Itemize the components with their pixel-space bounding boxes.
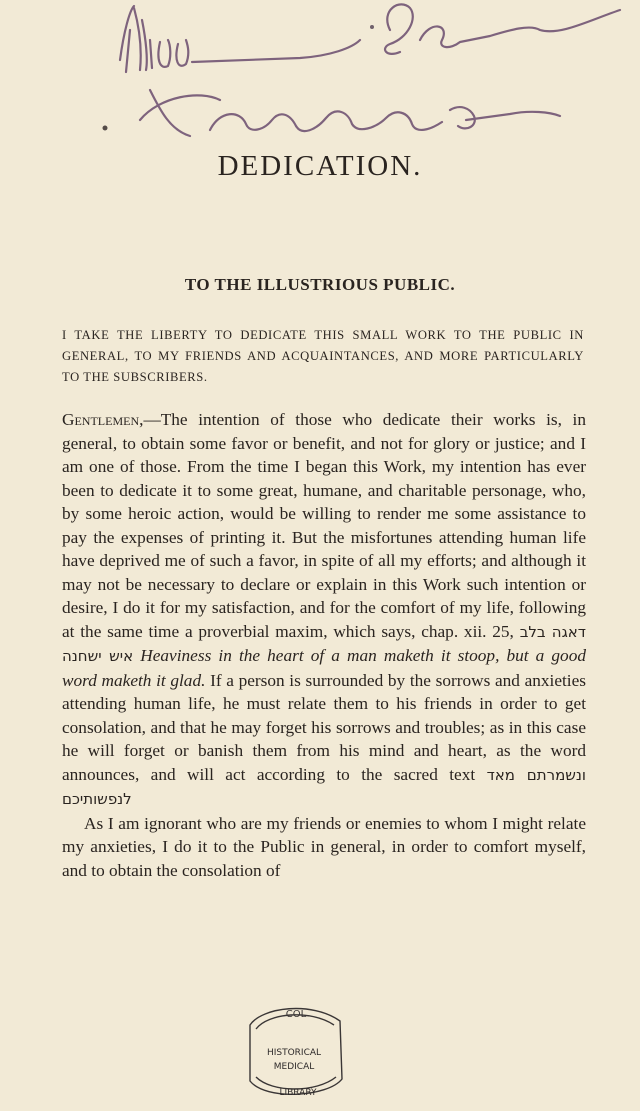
page-title: DEDICATION. (217, 150, 423, 182)
signature-drawing (90, 0, 640, 160)
handwritten-inscription (90, 0, 640, 160)
hebrew-quote-1: דאגה בלב איש ישחנה (62, 622, 586, 665)
body-paragraph-2: As I am ignorant who are my friends or enemies to whom I might relate my anxieties, I do it to the Public in general, in order to comfort myself, and to obtain the consolation of (62, 813, 586, 880)
hebrew-quote-2: ונשמרתם מאד לנפשותיכם (62, 765, 586, 808)
stamp-line-1: HISTORICAL (266, 1048, 322, 1058)
library-stamp (232, 997, 352, 1103)
stamp-drawing (232, 997, 352, 1103)
paragraph-1-part-a: —The intention of those who dedicate their works is, in general, to obtain some favor or benefit, and not for glory or justice; and I am one of those. From the time I began this Work, my intention has ever been to dedicate it to some great, humane, and charitable personage, who, by some heroic action, would be willing to render me some assistance to pay the expenses of printing it. But the misfortunes attending human life have deprived me of such a favor, in spite of all my efforts; and although it may not be necessary to declare or explain in this Work such intention or desire, I do it for my satisfaction, and for the comfort of my life, following at the same time a proverbial maxim, which says, chap. xii. 25, (62, 410, 586, 641)
italic-translation: Heaviness in the heart of a man maketh it stoop, but a good word maketh it glad. (62, 646, 586, 690)
stamp-bottom-text: LIBRARY (279, 1088, 317, 1098)
paragraph-1-part-b: If a person is surrounded by the sorrows and anxieties attending human life, he must relate them to his friends in order to get consolation, and that he may forget his sorrows and troubles; as in this case he will forget or banish them from his mind and heart, as the word announces, and will act according to the sacred text (62, 670, 586, 784)
stamp-line-2: MEDICAL (273, 1062, 315, 1072)
dedication-intro: I TAKE THE LIBERTY TO DEDICATE THIS SMALL WORK TO THE PUBLIC IN GENERAL, TO MY FRIENDS AND ACQUAINTANCES, AND MORE PARTICULARLY TO THE SUBSCRIBERS. (62, 328, 584, 384)
salutation: Gentlemen, (62, 410, 144, 429)
dedication-body (62, 408, 586, 882)
dedication-subtitle: TO THE ILLUSTRIOUS PUBLIC. (184, 275, 456, 294)
stamp-top-text: COL (285, 1009, 307, 1020)
body-paragraph-1 (62, 408, 586, 812)
